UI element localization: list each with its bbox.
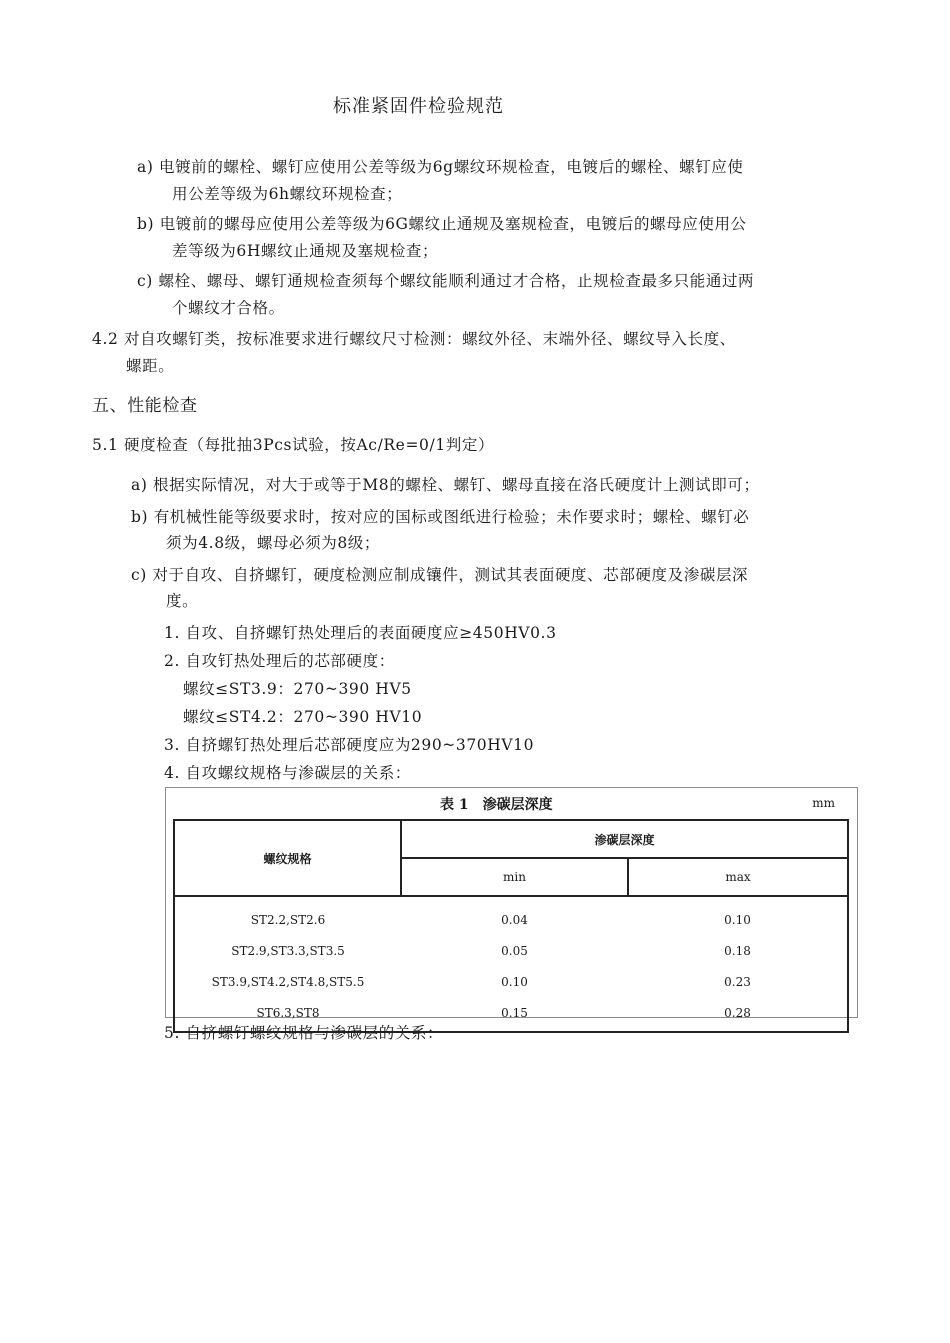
- list-item-2: 2. 自攻钉热处理后的芯部硬度：: [164, 652, 395, 670]
- header-thread-spec: 螺纹规格: [174, 820, 401, 896]
- cell-max: 0.10: [628, 896, 848, 935]
- hardness-item-c-line1: c) 对于自攻、自挤螺钉，硬度检测应制成镶件，测试其表面硬度、芯部硬度及渗碳层深: [131, 566, 749, 584]
- paragraph-a-line2: 用公差等级为6h螺纹环规检查；: [172, 185, 403, 203]
- cell-max: 0.18: [628, 935, 848, 966]
- table-row: [174, 896, 848, 935]
- paragraph-c-line1: c) 螺栓、螺母、螺钉通规检查须每个螺纹能顺利通过才合格，止规检查最多只能通过两: [137, 272, 755, 290]
- hardness-item-b-line1: b) 有机械性能等级要求时，按对应的国标或图纸进行检验；未作要求时；螺栓、螺钉必: [131, 508, 750, 526]
- paragraph-b-line1: b) 电镀前的螺母应使用公差等级为6G螺纹止通规及塞规检查，电镀后的螺母应使用公: [137, 215, 747, 233]
- cell-min: 0.04: [501, 912, 528, 927]
- table-row: [174, 966, 848, 997]
- cell-min: 0.15: [401, 997, 628, 1032]
- cell-max: 0.23: [628, 966, 848, 997]
- list-item-1: 1. 自攻、自挤螺钉热处理后的表面硬度应≥450HV0.3: [164, 624, 557, 642]
- cell-spec: ST6.3,ST8: [174, 997, 401, 1032]
- list-item-4: 4. 自攻螺纹规格与渗碳层的关系：: [164, 764, 411, 782]
- hardness-item-b-line2: 须为4.8级，螺母必须为8级；: [166, 534, 381, 552]
- list-item-5: 5. 自挤螺钉螺纹规格与渗碳层的关系：: [164, 1024, 444, 1042]
- cell-min: 0.05: [501, 943, 528, 958]
- carburized-layer-table-image: [165, 787, 858, 1018]
- section-4-2-line2: 螺距。: [126, 357, 175, 375]
- table-caption: 表 1 渗碳层深度: [440, 797, 553, 813]
- cell-spec: ST2.9,ST3.3,ST3.5: [174, 935, 401, 966]
- hardness-item-a: a) 根据实际情况，对大于或等于M8的螺栓、螺钉、螺母直接在洛氏硬度计上测试即可；: [131, 476, 760, 494]
- table-unit: mm: [812, 796, 835, 810]
- carburized-layer-table: [173, 819, 849, 1033]
- cell-max: 0.28: [628, 997, 848, 1032]
- page-title: 标准紧固件检验规范: [333, 96, 504, 117]
- paragraph-b-line2: 差等级为6H螺纹止通规及塞规检查；: [172, 242, 439, 260]
- section-5-1-heading: 5.1 硬度检查（每批抽3Pcs试验，按Ac/Re=0/1判定）: [92, 436, 495, 454]
- list-item-2-sub-b: 螺纹≤ST4.2：270~390 HV10: [183, 708, 423, 726]
- header-min: min: [401, 858, 628, 896]
- header-max: max: [628, 858, 848, 896]
- header-layer-depth: 渗碳层深度: [401, 820, 848, 858]
- cell-spec: ST3.9,ST4.2,ST4.8,ST5.5: [174, 966, 401, 997]
- cell-spec: ST2.2,ST2.6: [174, 896, 401, 935]
- table-row: [174, 935, 848, 966]
- hardness-item-c-line2: 度。: [166, 592, 199, 610]
- list-item-3: 3. 自挤螺钉热处理后芯部硬度应为290~370HV10: [164, 736, 535, 754]
- paragraph-a-line1: a) 电镀前的螺栓、螺钉应使用公差等级为6g螺纹环规检查，电镀后的螺栓、螺钉应使: [137, 158, 744, 176]
- section-4-2-line1: 4.2 对自攻螺钉类，按标准要求进行螺纹尺寸检测：螺纹外径、末端外径、螺纹导入长度、: [92, 330, 736, 348]
- paragraph-c-line2: 个螺纹才合格。: [172, 299, 285, 317]
- section-5-heading: 五、性能检查: [92, 396, 198, 416]
- list-item-2-sub-a: 螺纹≤ST3.9：270~390 HV5: [183, 680, 412, 698]
- cell-min: 0.10: [501, 974, 528, 989]
